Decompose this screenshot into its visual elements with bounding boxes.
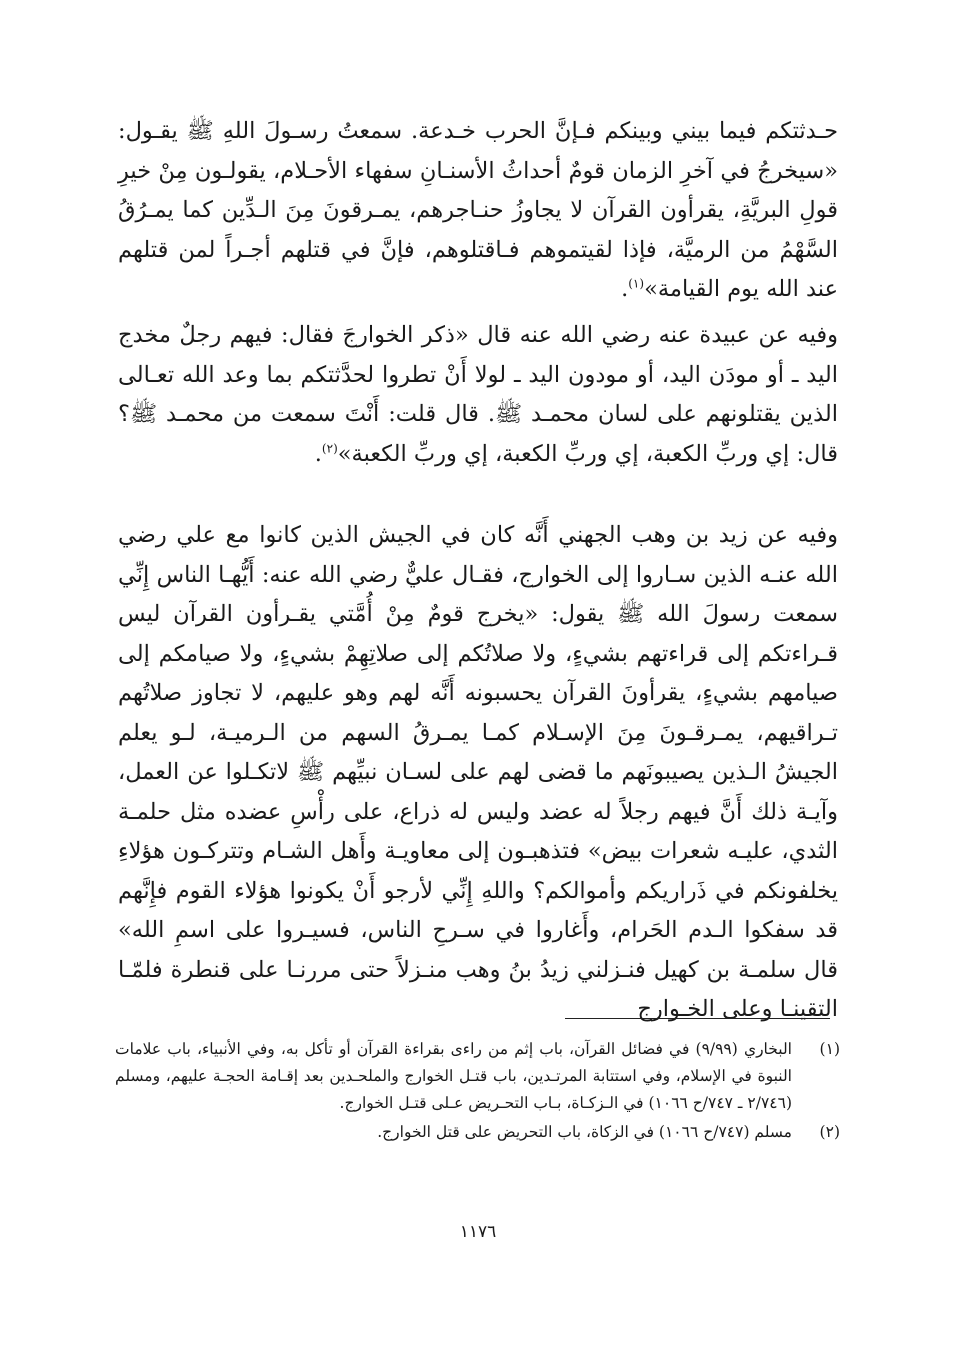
footnote-divider <box>565 1018 830 1019</box>
paragraph-2-text: وفيه عن عبيدة عنه رضي الله عنه قال «ذكر الخوارجَ فقال: فيهم رجلٌ مخدج اليد ـ أو مودَن اليد، أو مودون اليد ـ لولا أَنْ تطروا لحدَّثتكم بما وعد الله تعـالى الذين يقتلونهم على لسان محمـد ﷺ. قال قلت: أَنْتَ سمعت من محمـد ﷺ؟ قال: إي وربِّ الكعبة، إي وربِّ الكعبة، إي وربِّ الكعبة» <box>118 322 838 467</box>
footnote-1 <box>115 1036 840 1117</box>
footnote-2 <box>115 1119 840 1146</box>
paragraph-1-text: حـدثتكم فيما بيني وبينكم فـإنَّ الحرب خـدعة. سمعتُ رسـولَ اللهِ ﷺ يقـول: «سيخرجُ في آخرِ الزمان قومٌ أحداثُ الأسنـانِ سفهاء الأحـلام، يقولـون مِنْ خيرِ قولِ البريَّةِ، يقرأون القرآن لا يجاوزُ حنـاجرهم، يمـرقونَ مِنَ الـدِّين كما يمـرُقُ السَّهْمُ من الرميَّة، فإذا لقيتموهم فـاقتلوهم، فإنَّ في قتلهم أجـراً لمن قتلهم عند الله يوم القيامة» <box>118 118 838 302</box>
footnotes-section <box>115 1036 840 1148</box>
footnote-text: مسلم (٧٤٧/ح ١٠٦٦) في الزكاة، باب التحريض على قتل الخوارج. <box>377 1123 792 1141</box>
paragraph-1 <box>118 112 838 310</box>
footnote-marker-2: (٢) <box>321 441 338 455</box>
footnote-marker-1: (١) <box>628 276 645 291</box>
paragraph-3-text: وفيه عن زيد بن وهب الجهني أَنَّه كان في الجيش الذين كانوا مع علي رضي الله عنـه الذين سـاروا إلى الخوارج، فقـال عليٌّ رضي الله عنه: أَيُّهـا الناس إِنِّي سمعت رسولَ الله ﷺ يقول: «يخرج قومٌ مِنْ أُمَّتي يقـرأون القرآن ليس قـراءتكم إلى قراءتهم بشيءٍ، ولا صلاتُكم إلى صلاتِهِمْ بشيءٍ، ولا صيامكم إلى صيامهم بشيءٍ، يقرأونَ القرآن يحسبونه أَنَّه لهم وهو عليهم، لا تجاوز صلاتُهم تـراقيهم، يمـرقـونَ مِنَ الإسـلام كمـا يمـرقُ السهم من الـرميـة، لـو يعلم الجيشُ الـذين يصيبونَهم ما قضى لهم على لسـان نبيِّهم ﷺ لاتكـلوا عن العمل، وآيـة ذلك أَنَّ فيهم رجلاً له عضد وليس له ذراع، على رأْسِ عضده مثل حلمـة الثدي، عليـه شعرات بيض» فتذهبـون إلى معاويـة وأَهل الشـام وتتركـون هؤلاءِ يخلفونكم في ذَراريكم وأموالكم؟ واللهِ إِنِّي لأرجو أَنْ يكونوا هؤلاء القوم فإِنَّهم قد سفكوا الـدم الحَرام، وأَغاروا في سـرحِ الناس، فسيـروا على اسمِ الله» قال سلمـة بن كهيل فنـزلني زيدُ بنُ وهب منـزلاً حتى مررنـا على قنطرة فلمّـا التقينـا وعلى الخـوارج <box>118 522 838 1022</box>
page-number: ١١٧٦ <box>459 1222 497 1242</box>
paragraph-2 <box>118 316 838 474</box>
footnote-number: (٢) <box>819 1123 840 1141</box>
paragraph-1-end: . <box>621 276 629 302</box>
footnote-number: (١) <box>819 1040 840 1058</box>
footnote-text: البخاري (٩/٩٩) في فضائل القرآن، باب إثم من راءى بقراءة القرآن أو تأكل به، وفي الأنبياء، باب علامات النبوة في الإسلام، وفي استتابة المرتـدين، باب قتـل الخوارج والملحـدين بعد إقـامة الحجـة عليهم، ومسلم (٢/٧٤٦ ـ ٧٤٧/ح ١٠٦٦) في الـزكـاة، بـاب التحـريض عـلى قتـل الخوارج. <box>115 1040 792 1112</box>
paragraph-2-end: . <box>314 440 322 467</box>
paragraph-3 <box>118 516 838 1030</box>
